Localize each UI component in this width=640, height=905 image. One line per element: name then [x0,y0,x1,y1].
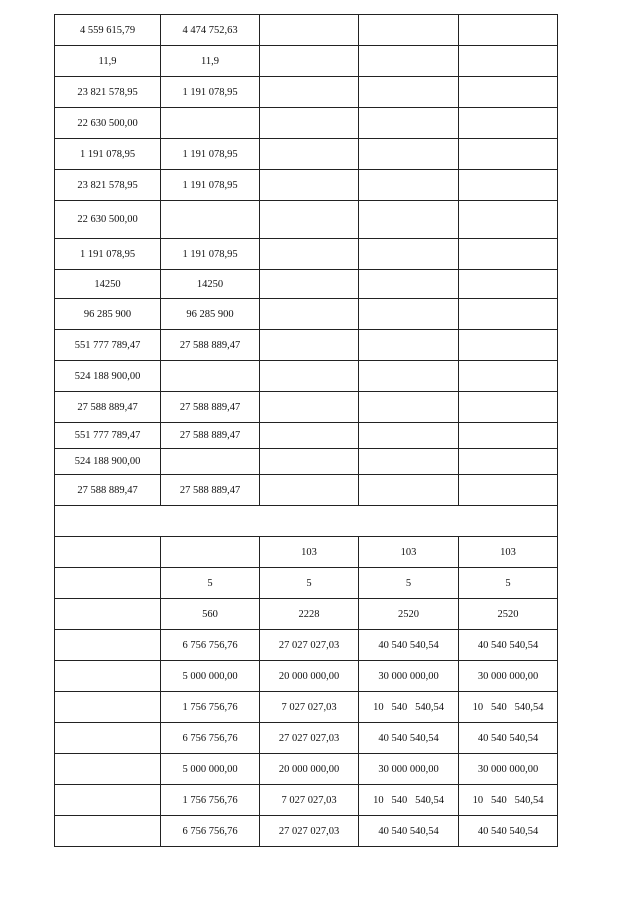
table-cell: 11,9 [161,46,260,77]
table-cell [260,170,359,201]
table-row [55,723,558,754]
table-cell: 27 027 027,03 [260,723,359,754]
table-cell [459,46,558,77]
table-cell: 4 559 615,79 [55,15,161,46]
table-cell: 20 000 000,00 [260,754,359,785]
table-cell: 1 191 078,95 [55,239,161,270]
table-cell [55,754,161,785]
table-cell [161,537,260,568]
table-cell [459,449,558,475]
table-cell [161,361,260,392]
table-cell: 96 285 900 [161,299,260,330]
table-cell: 27 588 889,47 [161,423,260,449]
table-cell [260,15,359,46]
table-cell: 6 756 756,76 [161,723,260,754]
table-cell [260,108,359,139]
table-cell [459,77,558,108]
table-cell [260,201,359,239]
table-cell [459,475,558,506]
table-cell: 1 191 078,95 [161,139,260,170]
table-cell: 1 191 078,95 [55,139,161,170]
table-cell: 22 630 500,00 [55,108,161,139]
table-cell [359,392,459,423]
table-cell [359,201,459,239]
table-cell: 103 [260,537,359,568]
table-cell [459,201,558,239]
table-cell [260,330,359,361]
table-cell: 40 540 540,54 [359,723,459,754]
table-row [55,599,558,630]
table-cell: 14250 [55,270,161,299]
data-table [54,14,558,847]
table-cell: 23 821 578,95 [55,170,161,201]
table-row [55,423,558,449]
table-row [55,754,558,785]
table-cell [260,475,359,506]
table-row [55,361,558,392]
table-row [55,816,558,847]
table-cell: 27 027 027,03 [260,630,359,661]
table-cell: 5 [260,568,359,599]
table-cell: 96 285 900 [55,299,161,330]
table-cell [459,361,558,392]
table-row [55,692,558,723]
table-cell [359,423,459,449]
table-cell: 1 756 756,76 [161,692,260,723]
table-cell [459,139,558,170]
table-cell: 524 188 900,00 [55,449,161,475]
table-row [55,475,558,506]
table-cell: 7 027 027,03 [260,692,359,723]
table-cell: 14250 [161,270,260,299]
table-cell: 22 630 500,00 [55,201,161,239]
table-row [55,239,558,270]
table-cell [359,449,459,475]
table-cell [55,816,161,847]
table-cell [55,568,161,599]
table-cell: 27 588 889,47 [161,475,260,506]
table-cell [359,239,459,270]
table-cell [260,46,359,77]
table-cell [459,392,558,423]
table-cell: 5 [161,568,260,599]
table-cell: 551 777 789,47 [55,423,161,449]
table-cell: 5 [359,568,459,599]
table-cell: 551 777 789,47 [55,330,161,361]
table-row [55,170,558,201]
table-cell [161,108,260,139]
table-cell [260,361,359,392]
table-cell: 6 756 756,76 [161,630,260,661]
table-row [55,77,558,108]
table-cell: 40 540 540,54 [459,816,558,847]
table-row [55,785,558,816]
table-cell [161,449,260,475]
table-cell: 1 191 078,95 [161,170,260,201]
table-cell [55,630,161,661]
table-cell: 103 [359,537,459,568]
table-row [55,661,558,692]
table-cell [359,139,459,170]
table-cell: 30 000 000,00 [459,661,558,692]
table-cell [459,270,558,299]
table-cell [260,77,359,108]
table-cell [459,299,558,330]
table-cell: 11,9 [55,46,161,77]
table-body [55,15,558,847]
table-cell [260,270,359,299]
table-row [55,299,558,330]
table-cell: 1 191 078,95 [161,239,260,270]
table-row [55,46,558,77]
table-cell [459,15,558,46]
table-cell [459,170,558,201]
table-cell [359,77,459,108]
table-cell [359,330,459,361]
table-cell: 20 000 000,00 [260,661,359,692]
table-cell [260,449,359,475]
table-cell: 23 821 578,95 [55,77,161,108]
table-cell [55,785,161,816]
table-cell: 2520 [459,599,558,630]
table-cell: 10 540 540,54 [359,692,459,723]
table-cell [359,108,459,139]
table-row [55,270,558,299]
table-cell [55,692,161,723]
table-cell [55,723,161,754]
table-cell [459,423,558,449]
table-cell: 5 [459,568,558,599]
table-cell [359,15,459,46]
table-cell: 103 [459,537,558,568]
table-cell: 10 540 540,54 [459,785,558,816]
table-row [55,630,558,661]
table-cell: 560 [161,599,260,630]
table-cell [359,46,459,77]
table-cell: 2228 [260,599,359,630]
table-cell: 7 027 027,03 [260,785,359,816]
table-cell [459,330,558,361]
table-cell [260,139,359,170]
table-cell: 40 540 540,54 [459,723,558,754]
table-row [55,139,558,170]
table-cell: 524 188 900,00 [55,361,161,392]
table-row [55,568,558,599]
table-row [55,330,558,361]
table-cell [161,201,260,239]
table-cell: 40 540 540,54 [359,630,459,661]
table-cell [359,270,459,299]
table-row [55,15,558,46]
table-cell: 27 588 889,47 [161,392,260,423]
table-cell: 40 540 540,54 [459,630,558,661]
table-row [55,201,558,239]
table-row [55,108,558,139]
table-cell [359,361,459,392]
table-cell [260,423,359,449]
table-cell [55,599,161,630]
table-cell: 6 756 756,76 [161,816,260,847]
table-row [55,449,558,475]
table-cell: 1 191 078,95 [161,77,260,108]
table-cell: 27 588 889,47 [55,475,161,506]
table-cell: 40 540 540,54 [359,816,459,847]
table-cell [55,661,161,692]
table-cell: 10 540 540,54 [359,785,459,816]
table-cell: 2520 [359,599,459,630]
table-cell: 30 000 000,00 [459,754,558,785]
table-cell [459,108,558,139]
table-cell: 4 474 752,63 [161,15,260,46]
table-cell [459,239,558,270]
table-cell: 27 588 889,47 [161,330,260,361]
table-cell [359,299,459,330]
section-separator-cell [55,506,558,537]
table-cell: 30 000 000,00 [359,661,459,692]
table-cell: 5 000 000,00 [161,661,260,692]
table-cell [359,170,459,201]
table-cell [260,299,359,330]
table-cell [55,537,161,568]
table-cell [260,392,359,423]
table-cell: 27 588 889,47 [55,392,161,423]
table-cell: 27 027 027,03 [260,816,359,847]
table-row [55,392,558,423]
table-cell: 5 000 000,00 [161,754,260,785]
table-row [55,537,558,568]
table-cell: 1 756 756,76 [161,785,260,816]
table-row [55,506,558,537]
table-cell [260,239,359,270]
table-cell: 10 540 540,54 [459,692,558,723]
table-cell [359,475,459,506]
table-cell: 30 000 000,00 [359,754,459,785]
